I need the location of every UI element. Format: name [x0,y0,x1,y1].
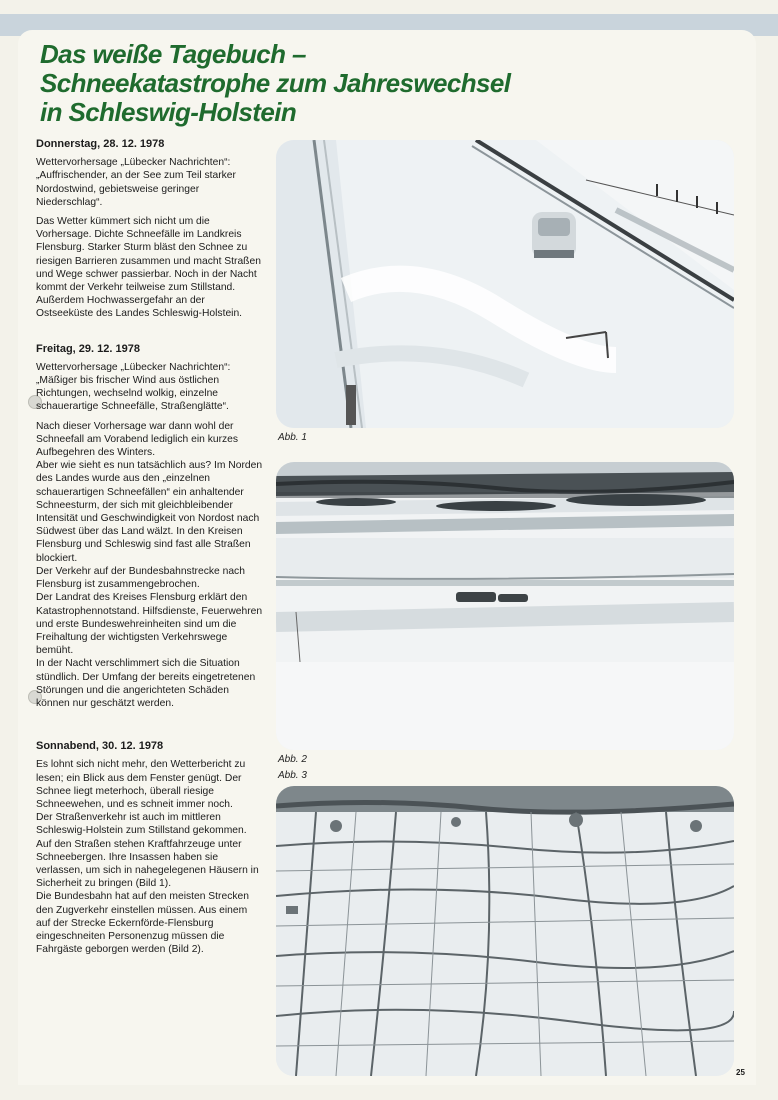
forecast-source: Wettervorhersage „Lübecker Nachrichten“: [36,361,231,373]
paragraph: Der Landrat des Kreises Flensburg erklärt den Katastrophennotstand. Hilfsdienste, Feuerwehren und erste Bundeswehreinheiten sind um die Freihaltung der wichtigsten Verkehrswege bemüht. [36,592,263,657]
section-date: Donnerstag, 28. 12. 1978 [36,138,165,150]
paragraph: Der Straßenverkehr ist auch im mittleren Schleswig-Holstein zum Stillstand gekommen. Auf den Straßen stehen Kraftfahrzeuge unter Schneebergen. Ihre Insassen haben sie verlassen, um sich in nahegelegenen Häusern in Sicherheit zu bringen (Bild 1). [36,812,259,890]
paragraph: Es lohnt sich nicht mehr, den Wetterbericht zu lesen; ein Blick aus dem Fenster genügt. Der Schnee liegt meterhoch, überall riesige Schneewehen, und es schneit immer noch. [36,759,246,810]
headline-line-1: Das weiße Tagebuch – [40,39,306,69]
caption-abb-3: Abb. 3 [278,770,307,781]
headline-line-2: Schneekatastrophe zum Jahreswechsel [40,68,511,98]
article-headline [40,40,740,127]
photo-snowed-in-car [276,140,734,428]
article-text-column [36,138,264,956]
caption-abb-2: Abb. 2 [278,754,307,765]
paragraph: Der Verkehr auf der Bundesbahnstrecke nach Flensburg ist zusammengebrochen. [36,565,245,591]
headline-line-3: in Schleswig-Holstein [40,97,297,127]
paragraph: Die Bundesbahn hat auf den meisten Strecken den Zugverkehr einstellen müssen. Aus einem auf der Strecke Eckernförde-Flensburg eingeschneiten Personenzug müssen die Fahrgäste geborgen werden (Bild 2). [36,891,249,956]
photo-snowy-landscape [276,462,734,750]
page-number: 25 [736,1068,745,1077]
forecast-source: Wettervorhersage „Lübecker Nachrichten“: [36,157,231,169]
section-date: Freitag, 29. 12. 1978 [36,342,140,355]
section-saturday [36,740,264,956]
paragraph: Aber wie sieht es nun tatsächlich aus? Im Norden des Landes wurde aus den „einzelnen schauerartigen Schneefällen“ ein anhaltender Schneesturm, der sich mit gleichbleibender Intensität und Geschwindigkeit von Nordost nach Südwest über das Land wälzt. In den Kreisen Flensburg und Schleswig sind fast alle Straßen blockiert. [36,460,263,564]
caption-abb-1: Abb. 1 [278,432,307,443]
photo-aerial-snow-fields [276,786,734,1076]
paragraph: Nach dieser Vorhersage war dann wohl der Schneefall am Vorabend lediglich ein kurzes Aufbegehren des Winters. [36,420,239,459]
section-thursday [36,138,264,321]
paragraph: In der Nacht verschlimmert sich die Situation stündlich. Der Umfang der bereits eingetretenen Störungen und die angerichteten Schäden können nur geschätzt werden. [36,658,256,709]
section-friday [36,343,264,710]
forecast-quote: „Mäßiger bis frischer Wind aus östlichen Richtungen, wechselnd wolkig, einzelne schauerartige Schneefälle, Straßenglätte“. [36,375,229,413]
forecast-quote: „Auffrischender, an der See zum Teil starker Nordostwind, gebietsweise geringer Niederschlag“. [36,170,236,208]
paragraph: Das Wetter kümmert sich nicht um die Vorhersage. Dichte Schneefälle im Landkreis Flensburg. Starker Sturm bläst den Schnee zu riesigen Barrieren zusammen und macht Straßen und Wege schwer passierbar. Noch in der Nacht kommt der Verkehr teilweise zum Stillstand. Außerdem Hochwassergefahr an der Ostseeküste des Landes Schleswig-Holstein. [36,216,261,320]
section-date: Sonnabend, 30. 12. 1978 [36,740,164,753]
